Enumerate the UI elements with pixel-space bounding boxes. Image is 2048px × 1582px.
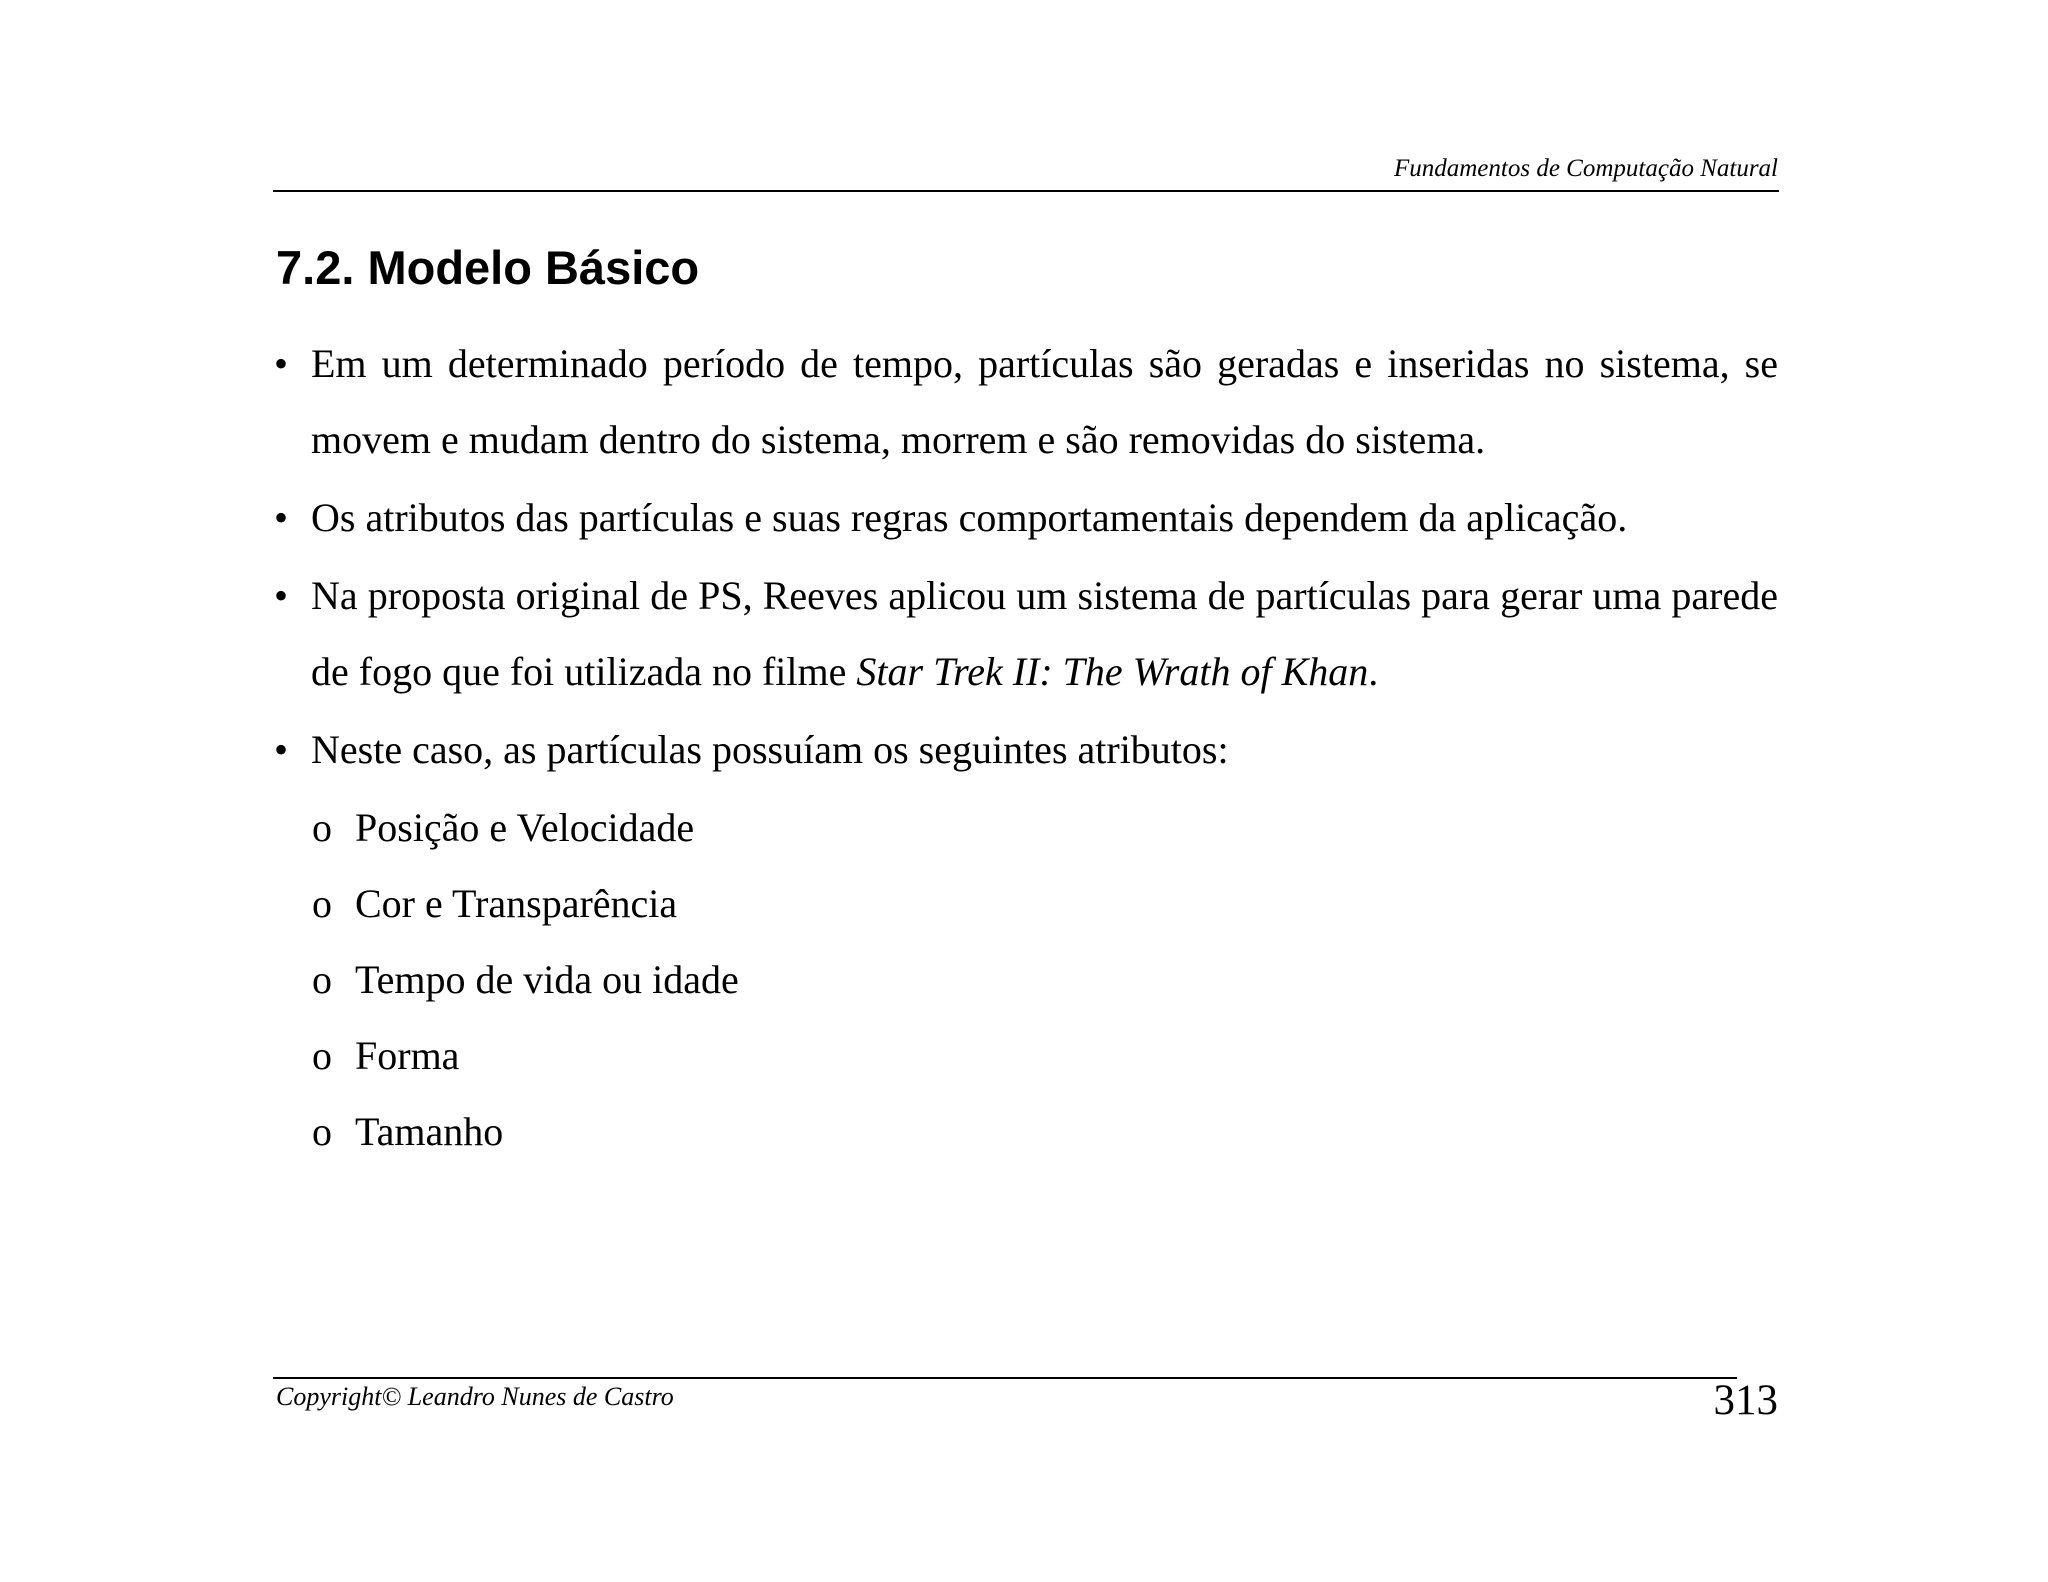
sub-list-item [274,1094,1778,1170]
bullet-item [274,558,1778,710]
bullet-icon: • [274,573,289,618]
bullet-item [274,480,1778,556]
footer-divider [273,1377,1737,1379]
bullet-list [274,326,1778,1170]
bullet-item [274,712,1778,788]
sub-item-text: Tamanho [355,1109,504,1154]
sub-item-text: Cor e Transparência [355,881,678,926]
footer-copyright: Copyright© Leandro Nunes de Castro [276,1382,674,1411]
circle-bullet-icon: o [312,881,332,926]
bullet-text [311,573,1778,694]
bullet-text: Os atributos das partículas e suas regras comportamentais dependem da aplicação. [311,495,1628,540]
bullet-text: Em um determinado período de tempo, partículas são geradas e inseridas no sistema, se movem e mudam dentro do sistema, morrem e são removidas do sistema. [311,341,1778,462]
page-number: 313 [1713,1377,1778,1424]
film-title: Star Trek II: The Wrath of Khan [856,649,1369,694]
sub-list-item [274,866,1778,942]
bullet-icon: • [274,495,289,540]
bullet-icon: • [274,341,289,386]
sub-list-item [274,790,1778,866]
bullet-item [274,326,1778,478]
running-header: Fundamentos de Computação Natural [1393,155,1778,182]
sub-list-item [274,942,1778,1018]
bullet-text: Neste caso, as partículas possuíam os seguintes atributos: [311,727,1229,772]
section-title: 7.2. Modelo Básico [276,241,700,294]
sub-list-item [274,1018,1778,1094]
bullet-text-part: . [1368,649,1379,694]
bullet-text-part: Na proposta original de PS, Reeves aplicou um sistema de partículas para gerar uma parede de fogo que foi utilizada no filme [311,573,1778,694]
sub-item-text: Posição e Velocidade [355,805,695,850]
sub-item-text: Forma [355,1033,460,1078]
header-divider [273,190,1779,192]
circle-bullet-icon: o [312,1109,332,1154]
sub-item-text: Tempo de vida ou idade [355,957,739,1002]
circle-bullet-icon: o [312,805,332,850]
circle-bullet-icon: o [312,1033,332,1078]
bullet-icon: • [274,727,289,772]
circle-bullet-icon: o [312,957,332,1002]
attribute-sub-list [274,790,1778,1170]
